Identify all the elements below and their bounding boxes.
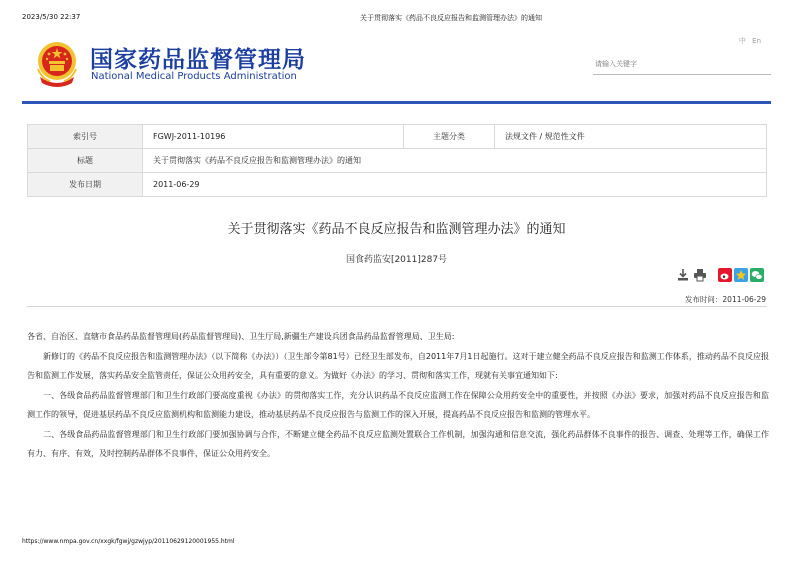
print-icon[interactable] (693, 268, 707, 282)
document-body (27, 327, 769, 464)
body-paragraph: 一、各级食品药品监督管理部门和卫生行政部门要高度重视《办法》的贯彻落实工作，充分认识药品不良反应监测工作在保障公众用药安全中的重要性，并按照《办法》要求，加强对药品不良反应报告和监测工作的领导，促进基层药品不良反应监测机构和监测能力建设，推动基层药品不良反应报告与监测工作的深入开展，提高药品不良反应报告和监测的管理水平。 (27, 390, 769, 419)
print-datetime: 2023/5/30 22:37 (22, 13, 81, 21)
wechat-icon[interactable] (750, 268, 764, 282)
qzone-icon[interactable] (734, 268, 748, 282)
search-box (593, 51, 771, 71)
category-value: 法规文件 / 规范性文件 (495, 125, 767, 149)
category-label: 主题分类 (404, 125, 495, 149)
site-name-cn[interactable]: 国家药品监督管理局 (90, 47, 306, 73)
header-divider (22, 101, 771, 104)
document-number: 国食药监安[2011]287号 (345, 255, 448, 265)
publish-time: 发布时间：2011-06-29 (684, 295, 766, 304)
search-input[interactable] (593, 55, 771, 75)
content-divider (27, 306, 767, 307)
site-header (22, 34, 771, 100)
site-name-en[interactable]: National Medical Products Administration (91, 71, 297, 82)
print-header (22, 13, 771, 25)
lang-en-link[interactable]: En (752, 37, 761, 45)
lang-cn-link[interactable]: 中 (738, 37, 746, 45)
title-value: 关于贯彻落实《药品不良反应报告和监测管理办法》的通知 (143, 149, 767, 173)
meta-row-title (28, 149, 767, 173)
print-footer-url: https://www.nmpa.gov.cn/xxgk/fgwj/gzwjyp/20110629120001955.html (22, 538, 235, 545)
salutation-paragraph: 各省、自治区、直辖市食品药品监督管理局(药品监督管理局)、卫生厅局,新疆生产建设兵团食品药品监督管理局、卫生局: (27, 332, 455, 341)
date-label: 发布日期 (28, 173, 143, 197)
body-paragraph: 二、各级食品药品监督管理部门和卫生行政部门要加强协调与合作，不断建立健全药品不良反应监测处置联合工作机制，加强沟通和信息交流，强化药品群体不良事件的报告、调查、处理等工作，确保工作有力、有序、有效，及时控制药品群体不良事件，保证公众用药安全。 (27, 429, 769, 458)
index-label: 索引号 (28, 125, 143, 149)
document-meta-table (27, 124, 767, 197)
print-page-title: 关于贯彻落实《药品不良反应报告和监测管理办法》的通知 (360, 14, 542, 22)
download-icon[interactable] (676, 268, 690, 282)
document-title: 关于贯彻落实《药品不良反应报告和监测管理办法》的通知 (227, 222, 566, 237)
meta-row-date (28, 173, 767, 197)
date-value: 2011-06-29 (143, 173, 767, 197)
national-emblem-icon[interactable] (34, 39, 80, 89)
title-label: 标题 (28, 149, 143, 173)
language-switch (735, 36, 761, 46)
body-paragraph: 新修订的《药品不良反应报告和监测管理办法》（以下简称《办法》）（卫生部令第81号）已经卫生部发布，自2011年7月1日起施行。这对于建立健全药品不良反应报告和监测工作体系，推动药品不良反应报告和监测工作发展，落实药品安全监管责任，保证公众用药安全，具有重要的意义。为做好《办法》的学习、贯彻和落实工作，现就有关事宜通知如下: (27, 351, 769, 380)
meta-row-index (28, 125, 767, 149)
weibo-icon[interactable] (718, 268, 732, 282)
index-value: FGWJ-2011-10196 (143, 125, 404, 149)
